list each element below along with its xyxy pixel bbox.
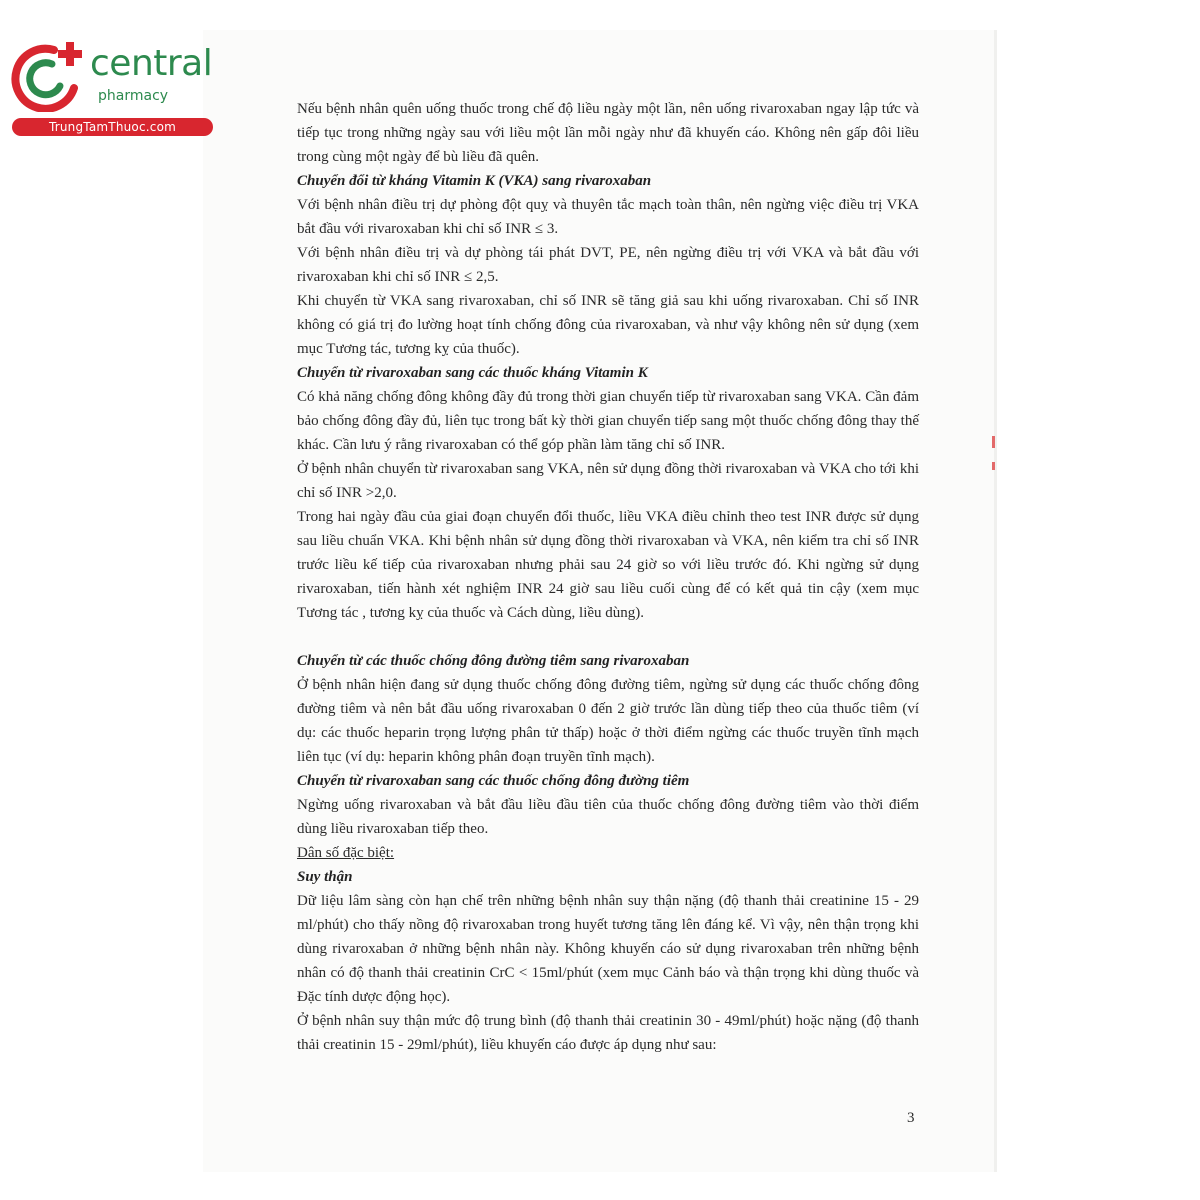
- paragraph: Khi chuyển từ VKA sang rivaroxaban, chỉ số INR sẽ tăng giả sau khi uống rivaroxaban. Chỉ số INR không có giá trị đo lường hoạt tính chống đông của rivaroxaban, và như vậy không nên sử dụng (xem mục Tương tác, tương kỵ của thuốc).: [297, 293, 919, 357]
- paragraph: Ở bệnh nhân hiện đang sử dụng thuốc chống đông đường tiêm, ngừng sử dụng các thuốc chống đông đường tiêm và nên bắt đầu uống rivaroxaban 0 đến 2 giờ trước lần dùng tiếp theo của thuốc tiêm (ví dụ: các thuốc heparin trọng lượng phân tử thấp) hoặc ở thời điểm ngừng các thuốc truyền tĩnh mạch liên tục (ví dụ: heparin không phân đoạn truyền tĩnh mạch).: [297, 677, 919, 765]
- section-heading: Chuyển từ rivaroxaban sang các thuốc chống đông đường tiêm: [297, 773, 690, 789]
- paragraph: Ngừng uống rivaroxaban và bắt đầu liều đầu tiên của thuốc chống đông đường tiêm vào thời điểm dùng liều rivaroxaban tiếp theo.: [297, 797, 919, 837]
- section-heading: Chuyển từ các thuốc chống đông đường tiêm sang rivaroxaban: [297, 653, 690, 669]
- subsection-title: Dân số đặc biệt:: [297, 845, 395, 861]
- section-heading: Chuyển từ rivaroxaban sang các thuốc kháng Vitamin K: [297, 365, 648, 381]
- paragraph: Ở bệnh nhân chuyển từ rivaroxaban sang VKA, nên sử dụng đồng thời rivaroxaban và VKA cho tới khi chỉ số INR >2,0.: [297, 461, 919, 501]
- blank-line: [297, 625, 919, 649]
- paragraph: Ở bệnh nhân suy thận mức độ trung bình (độ thanh thải creatinin 30 - 49ml/phút) hoặc nặng (độ thanh thải creatinin 15 - 29ml/phút), liều khuyến cáo được áp dụng như sau:: [297, 1013, 919, 1053]
- paragraph: Dữ liệu lâm sàng còn hạn chế trên những bệnh nhân suy thận nặng (độ thanh thải creatinine 15 - 29 ml/phút) cho thấy nồng độ rivaroxaban trong huyết tương tăng lên đáng kể. Vì vậy, nên thận trọng khi dùng rivaroxaban ở những bệnh nhân này. Không khuyến cáo sử dụng rivaroxaban trên những bệnh nhân có độ thanh thải creatinin CrC < 15ml/phút (xem mục Cảnh báo và thận trọng khi dùng thuốc và Đặc tính dược động học).: [297, 893, 919, 1005]
- document-body: [297, 97, 919, 1057]
- paragraph: Trong hai ngày đầu của giai đoạn chuyển đổi thuốc, liều VKA điều chỉnh theo test INR được sử dụng sau liều chuẩn VKA. Khi bệnh nhân sử dụng đồng thời rivaroxaban và VKA, nên kiểm tra chỉ số INR trước liều kế tiếp của rivaroxaban nhưng phải sau 24 giờ so với liều trước đó. Khi ngừng sử dụng rivaroxaban, tiến hành xét nghiệm INR 24 giờ sau liều cuối cùng để có kết quả tin cậy (xem mục Tương tác , tương kỵ của thuốc và Cách dùng, liều dùng).: [297, 509, 919, 621]
- page-number: 3: [907, 1110, 915, 1126]
- section-heading: Suy thận: [297, 869, 353, 885]
- paragraph: Có khả năng chống đông không đầy đủ trong thời gian chuyển tiếp từ rivaroxaban sang VKA. Cần đảm bảo chống đông đầy đủ, liên tục trong bất kỳ thời gian chuyển tiếp sang một thuốc chống đông thay thế khác. Cần lưu ý rằng rivaroxaban có thể góp phần làm tăng chỉ số INR.: [297, 389, 919, 453]
- edge-mark: [992, 436, 995, 448]
- pharmacy-logo-icon: [8, 36, 92, 112]
- edge-mark: [992, 462, 995, 470]
- paragraph: Với bệnh nhân điều trị và dự phòng tái phát DVT, PE, nên ngừng điều trị với VKA và bắt đầu với rivaroxaban khi chỉ số INR ≤ 2,5.: [297, 245, 919, 285]
- logo-subtitle: pharmacy: [98, 88, 169, 104]
- central-pharmacy-logo[interactable]: [8, 36, 213, 136]
- paragraph: Với bệnh nhân điều trị dự phòng đột quỵ và thuyên tắc mạch toàn thân, nên ngừng việc điều trị VKA bắt đầu với rivaroxaban khi chỉ số INR ≤ 3.: [297, 197, 919, 237]
- logo-site-url[interactable]: TrungTamThuoc.com: [12, 118, 213, 136]
- paragraph: Nếu bệnh nhân quên uống thuốc trong chế độ liều ngày một lần, nên uống rivaroxaban ngay lập tức và tiếp tục trong những ngày sau với liều một lần mỗi ngày như đã khuyến cáo. Không nên gấp đôi liều trong cùng một ngày để bù liều đã quên.: [297, 101, 919, 165]
- section-heading: Chuyển đổi từ kháng Vitamin K (VKA) sang rivaroxaban: [297, 173, 652, 189]
- logo-brand-name: central: [90, 43, 213, 84]
